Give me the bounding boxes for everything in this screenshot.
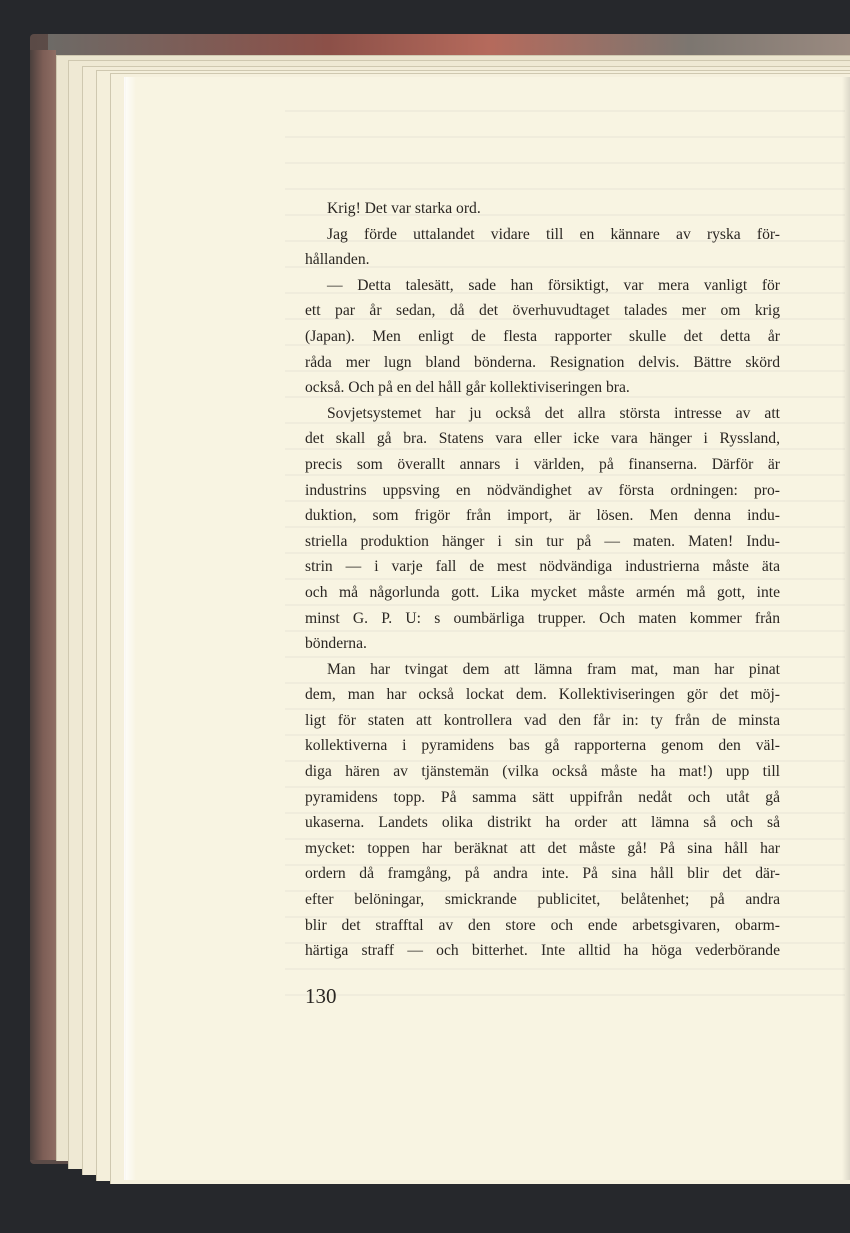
text-line: Sovjetsystemet har ju också det allra största intresse av att — [327, 404, 780, 422]
book-spine — [30, 50, 56, 1160]
page-number: 130 — [305, 984, 337, 1008]
text-line: ligt för staten att kontrollera vad den får in: ty från de minsta — [305, 711, 780, 729]
text-line: blir det strafftal av den store och ende arbetsgivaren, obarm- — [305, 916, 780, 934]
text-line: mycket: toppen har beräknat att det måste gå! På sina håll har — [305, 839, 780, 857]
text-line: hållanden. — [305, 251, 370, 269]
text-line: Man har tvingat dem att lämna fram mat, man har pinat — [327, 660, 780, 678]
text-line: ett par år sedan, då det överhuvudtaget talades mer om krig — [305, 302, 780, 320]
text-line: striella produktion hänger i sin tur på — maten. Maten! Indu- — [305, 532, 780, 550]
text-line: industrins uppsving en nödvändighet av första ordningen: pro- — [305, 481, 780, 499]
text-line: precis som överallt annars i världen, på finanserna. Därför är — [305, 455, 780, 473]
text-line: det skall gå bra. Statens vara eller icke vara hänger i Ryssland, — [305, 430, 780, 448]
text-line: Krig! Det var starka ord. — [327, 200, 481, 217]
text-line: bönderna. — [305, 635, 367, 653]
text-line: pyramidens topp. På samma sätt uppifrån nedåt och utåt gå — [305, 788, 780, 806]
text-line: diga hären av tjänstemän (vilka också måste ha mat!) upp till — [305, 763, 780, 781]
text-line: minst G. P. U: s oumbärliga trupper. Och maten kommer från — [305, 609, 780, 627]
text-line: efter belöningar, smickrande publicitet, belåtenhet; på andra — [305, 891, 780, 909]
text-line: (Japan). Men enligt de flesta rapporter skulle det detta år — [305, 327, 780, 345]
text-line: Jag förde uttalandet vidare till en kännare av ryska för- — [327, 225, 780, 243]
text-line: duktion, som frigör från import, är lösen. Men denna indu- — [305, 507, 780, 525]
text-line: — Detta talesätt, sade han försiktigt, var mera vanligt för — [327, 276, 780, 294]
text-line: strin — i varje fall de mest nödvändiga industrierna måste äta — [305, 558, 780, 576]
text-line: dem, man har också lockat dem. Kollektiviseringen gör det möj- — [305, 686, 780, 704]
body-text — [305, 196, 780, 964]
text-line: råda mer lugn bland bönderna. Resignation delvis. Bättre skörd — [305, 353, 780, 371]
text-line: också. Och på en del håll går kollektiviseringen bra. — [305, 379, 630, 397]
text-line: kollektiverna i pyramidens bas gå rapporterna genom den väl- — [305, 737, 780, 755]
text-line: ukaserna. Landets olika distrikt ha order att lämna så och så — [305, 814, 780, 832]
text-line: härtiga straff — och bitterhet. Inte alltid ha höga vederbörande — [305, 942, 780, 960]
text-line: och må någorlunda gott. Lika mycket måste armén må gott, inte — [305, 583, 780, 601]
text-line: ordern då framgång, på andra inte. På sina håll blir det där- — [305, 865, 780, 883]
page-shadow — [842, 77, 850, 1180]
